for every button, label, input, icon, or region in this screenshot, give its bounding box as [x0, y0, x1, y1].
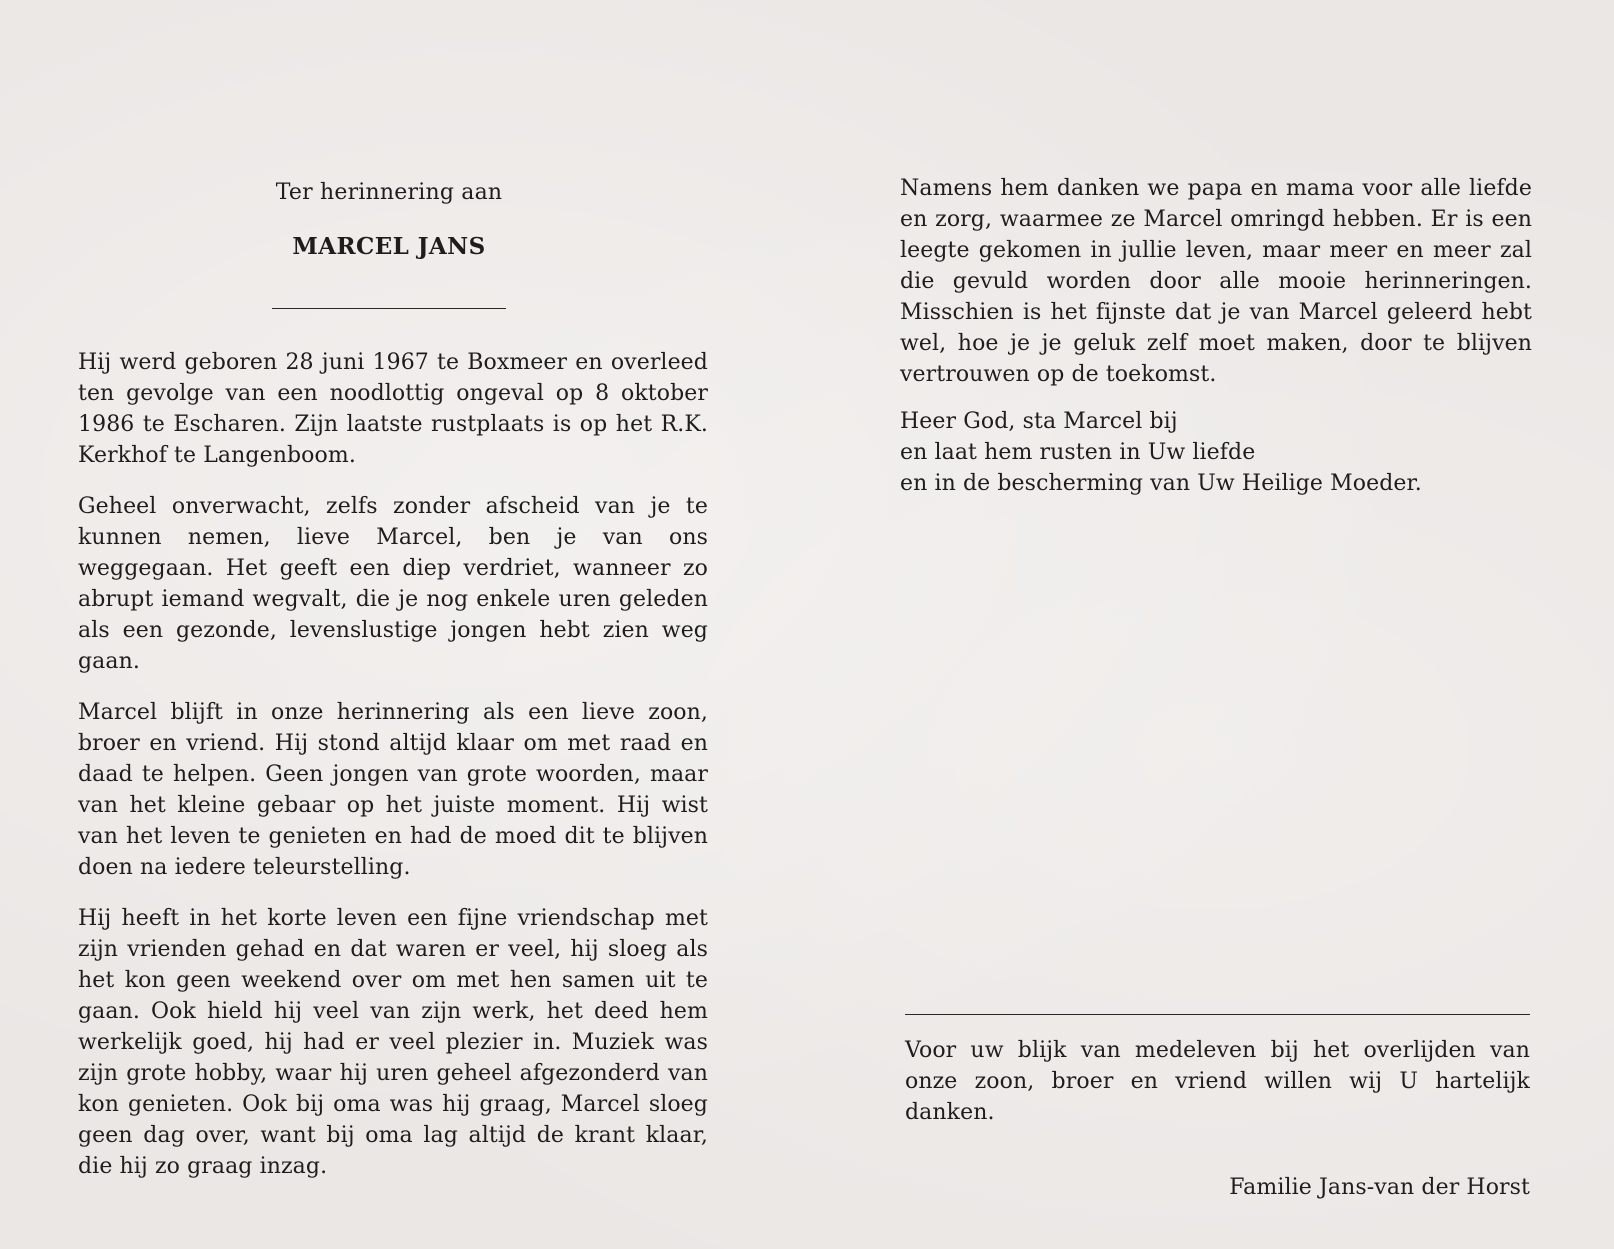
deceased-name: MARCEL JANS: [292, 233, 486, 260]
divider-short: [272, 308, 506, 309]
biography-paragraph: Hij werd geboren 28 juni 1967 te Boxmeer en overleed ten gevolge van een noodlottig ongeval op 8 oktober 1986 te Escharen. Zijn laatste rustplaats is op het R.K. Kerkhof te Langenboom.: [78, 350, 708, 468]
memorial-heading: Ter herinnering aan: [275, 180, 503, 205]
thanks-message: Voor uw blijk van medeleven bij het overlijden van onze zoon, broer en vriend willen wij U hartelijk danken.: [905, 1038, 1530, 1125]
remembrance-paragraph: Marcel blijft in onze herinnering als een lieve zoon, broer en vriend. Hij stond altijd klaar om met raad en daad te helpen. Geen jongen van grote woorden, maar van het kleine gebaar op het juiste moment. Hij wist van het leven te genieten en had de moed dit te blijven doen na iedere teleurstelling.: [78, 700, 708, 880]
farewell-paragraph: Geheel onverwacht, zelfs zonder afscheid van je te kunnen nemen, lieve Marcel, ben je van ons weggegaan. Het geeft een diep verdriet, wanneer zo abrupt iemand wegvalt, die je nog enkele uren geleden als een gezonde, levenslustige jongen hebt zien weg gaan.: [78, 494, 708, 674]
prayer-text: Heer God, sta Marcel bij en laat hem rusten in Uw liefde en in de bescherming van Uw Heilige Moeder.: [900, 409, 1422, 496]
right-page: [900, 170, 1532, 499]
left-page: [78, 170, 708, 1182]
family-signature: Familie Jans-van der Horst: [1229, 1175, 1530, 1200]
friendship-paragraph: Hij heeft in het korte leven een fijne vriendschap met zijn vrienden gehad en dat waren er veel, hij sloeg als het kon geen weekend over om met hen samen uit te gaan. Ook hield hij veel van zijn werk, het deed hem werkelijk goed, hij had er veel plezier in. Muziek was zijn grote hobby, waar hij uren geheel afgezonderd van kon genieten. Ook bij oma was hij graag, Marcel sloeg geen dag over, want bij oma lag altijd de krant klaar, die hij zo graag inzag.: [78, 906, 708, 1179]
gratitude-paragraph: Namens hem danken we papa en mama voor alle liefde en zorg, waarmee ze Marcel omringd hebben. Er is een leegte gekomen in jullie leven, maar meer en meer zal die gevuld worden door alle mooie herinneringen. Misschien is het fijnste dat je van Marcel geleerd hebt wel, hoe je je geluk zelf moet maken, door te blijven vertrouwen op de toekomst.: [900, 176, 1532, 387]
divider-long: [905, 1014, 1530, 1015]
